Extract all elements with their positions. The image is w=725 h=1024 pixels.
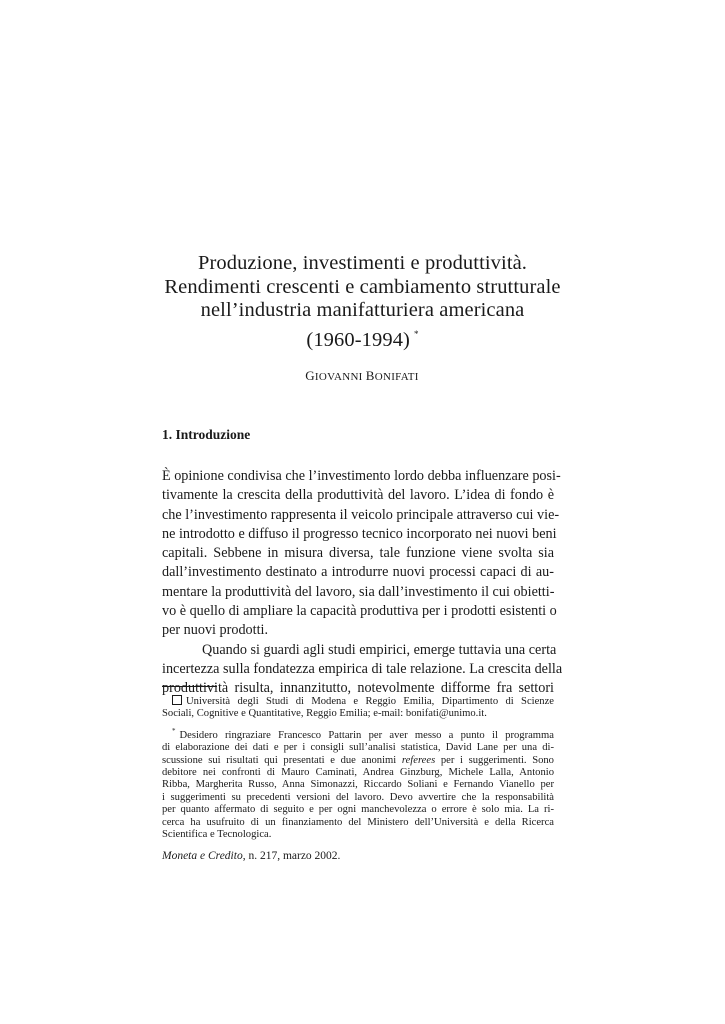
footnote-separator (162, 686, 217, 687)
footnote-line: debitore nei confronti di Mauro Caminati, Andrea Ginzburg, Michele Lalla, Antonio (162, 767, 554, 779)
footnote-line: i suggerimenti su precedenti versioni del lavoro. Devo avvertire che la responsabilità (162, 791, 554, 803)
title-line: Produzione, investimenti e produttività. (197, 252, 528, 274)
body-line: mentare la produttività del lavoro, sia dall’investimento il cui obietti- (162, 583, 555, 600)
body-line: per nuovi prodotti. (162, 622, 268, 639)
title-line: nell’industria manifatturiera americana (200, 299, 525, 321)
body-line: produttività risulta, innanzitutto, notevolmente difforme fra settori (162, 680, 554, 697)
body-line: tivamente la crescita della produttività del lavoro. L’idea di fondo è (162, 487, 554, 504)
footnote-line (162, 695, 554, 708)
author-last-initial: B (365, 368, 375, 383)
footnote-text: Università degli Studi di Modena e Reggio Emilia, Dipartimento di Scienze (186, 696, 554, 707)
body-line: incertezza sulla fondatezza empirica di tale relazione. La crescita della (162, 660, 563, 677)
title-footnote-marker[interactable]: * (413, 328, 419, 339)
footnote-line: di elaborazione dei dati e per i consigli sull’analisi statistica, David Lane per una di- (162, 742, 554, 754)
author-first-rest: IOVANNI (314, 371, 363, 383)
footnotes (162, 695, 554, 841)
body-line: È opinione condivisa che l’investimento lordo debba influenzare posi- (162, 468, 561, 484)
footnote-line: Ribba, Margherita Russo, Anna Simonazzi, Riccardo Soliani e Fernando Vianello per (162, 779, 554, 791)
journal-name: Moneta e Credito (162, 850, 243, 862)
footnote-line: Scientifica e Tecnologica. (162, 829, 272, 841)
author-last-rest: ONIFATI (374, 371, 419, 383)
title-line-last (140, 323, 585, 353)
journal-citation (162, 850, 340, 862)
square-symbol-icon (172, 695, 182, 705)
footnote-marker: * (172, 726, 176, 735)
footnote-text: Desidero ringraziare Francesco Pattarin per aver messo a punto il programma (179, 729, 554, 741)
footnote-text: scussione sui risultati qui presentati e due anonimi (162, 754, 402, 766)
title-years: (1960-1994) (306, 328, 410, 351)
title-line: Rendimenti crescenti e cambiamento strutturale (164, 275, 561, 298)
footnote-line: per quanto affermato di seguito e per ogni manchevolezza o errore è solo mia. La ri- (162, 804, 554, 816)
footnote-acknowledgements (162, 725, 554, 842)
footnote-line (162, 755, 554, 767)
footnote-line (162, 725, 554, 742)
journal-details: , n. 217, marzo 2002. (242, 850, 341, 862)
footnote-text: per i suggerimenti. Sono (435, 754, 554, 766)
section-heading: 1. Introduzione (162, 427, 251, 442)
body-line: capitali. Sebbene in misura diversa, tale funzione viene svolta sia (162, 545, 554, 562)
body-line: dall’investimento destinato a introdurre nuovi processi capaci di au- (162, 564, 554, 581)
footnote-line: cerca ha usufruito di un finanziamento del Ministero dell’Università e della Ricerca (162, 816, 554, 828)
body-line: Quando si guardi agli studi empirici, emerge tuttavia una certa (202, 641, 557, 658)
footnote-affiliation (162, 695, 554, 721)
body-line: che l’investimento rappresenta il veicolo principale attraverso cui vie- (162, 506, 560, 523)
body-line: vo è quello di ampliare la capacità produttiva per i prodotti esistenti o (162, 603, 557, 620)
footnote-italic-term: referees (401, 754, 436, 766)
body-paragraphs (162, 467, 563, 699)
body-line: ne introdotto e diffuso il progresso tecnico incorporato nei nuovi beni (162, 525, 557, 542)
paper-title (140, 252, 585, 352)
footnote-line: Sociali, Cognitive e Quantitative, Reggio Emilia; e-mail: bonifati@unimo.it. (162, 708, 487, 720)
author-name (162, 368, 562, 384)
author-first-initial: G (305, 368, 315, 383)
